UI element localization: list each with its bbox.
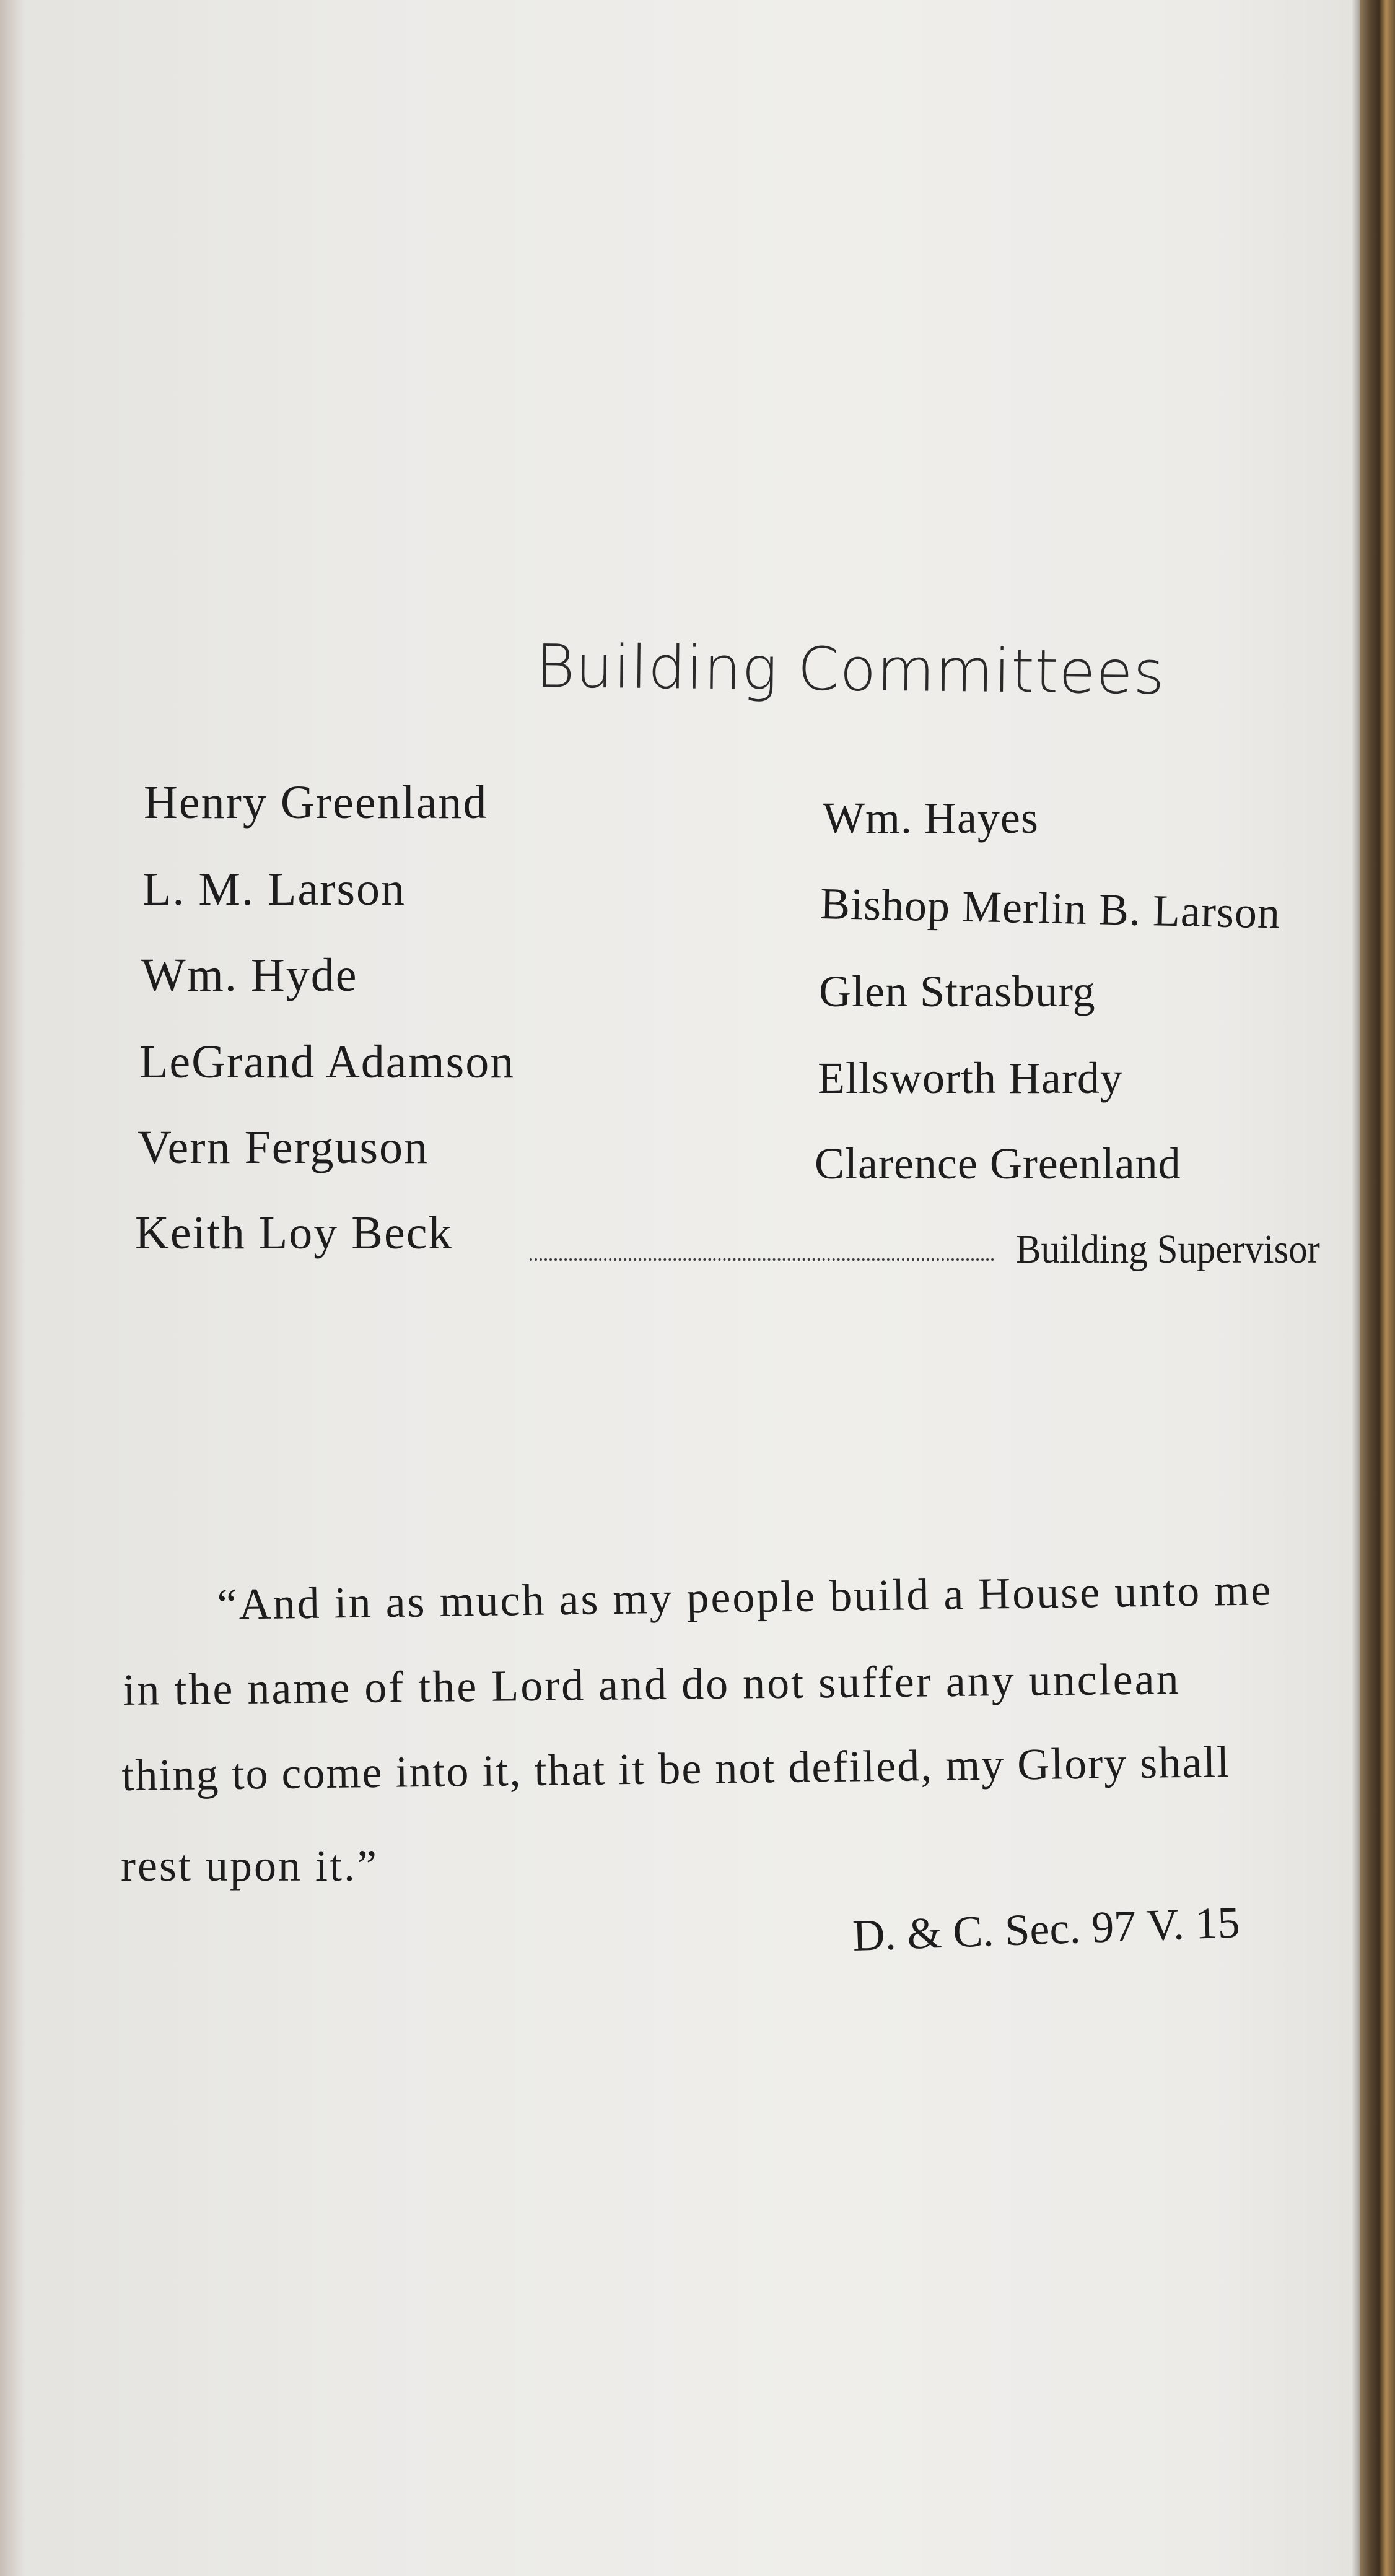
committee-member: Glen Strasburg (819, 967, 1096, 1016)
committee-member: Bishop Merlin B. Larson (820, 878, 1281, 938)
building-supervisor-role: Building Supervisor (1016, 1227, 1320, 1272)
scripture-citation: D. & C. Sec. 97 V. 15 (852, 1897, 1241, 1960)
book-spine (1360, 0, 1395, 2576)
committee-member: Clarence Greenland (815, 1139, 1181, 1188)
quote-line: rest upon it.” (121, 1841, 378, 1891)
show-through-text (558, 310, 572, 373)
quote-line: thing to come into it, that it be not defiled, my Glory shall (121, 1737, 1231, 1800)
committee-member: Wm. Hyde (141, 949, 358, 1001)
committee-member: Wm. Hayes (823, 793, 1039, 843)
building-supervisor-name: Keith Loy Beck (135, 1207, 453, 1259)
dotted-leader-line (530, 1258, 994, 1261)
committee-member: Vern Ferguson (138, 1121, 429, 1173)
committee-member: L. M. Larson (142, 863, 406, 915)
committee-member: LeGrand Adamson (139, 1036, 515, 1088)
quote-line: in the name of the Lord and do not suffer any unclean (123, 1654, 1181, 1715)
committee-member: Henry Greenland (144, 777, 488, 829)
quote-line: “And in as much as my people build a House unto me (217, 1565, 1273, 1629)
page-title: Building Committees (535, 631, 1166, 708)
committee-member: Ellsworth Hardy (818, 1053, 1123, 1103)
page-gutter-shadow (1352, 0, 1360, 2576)
